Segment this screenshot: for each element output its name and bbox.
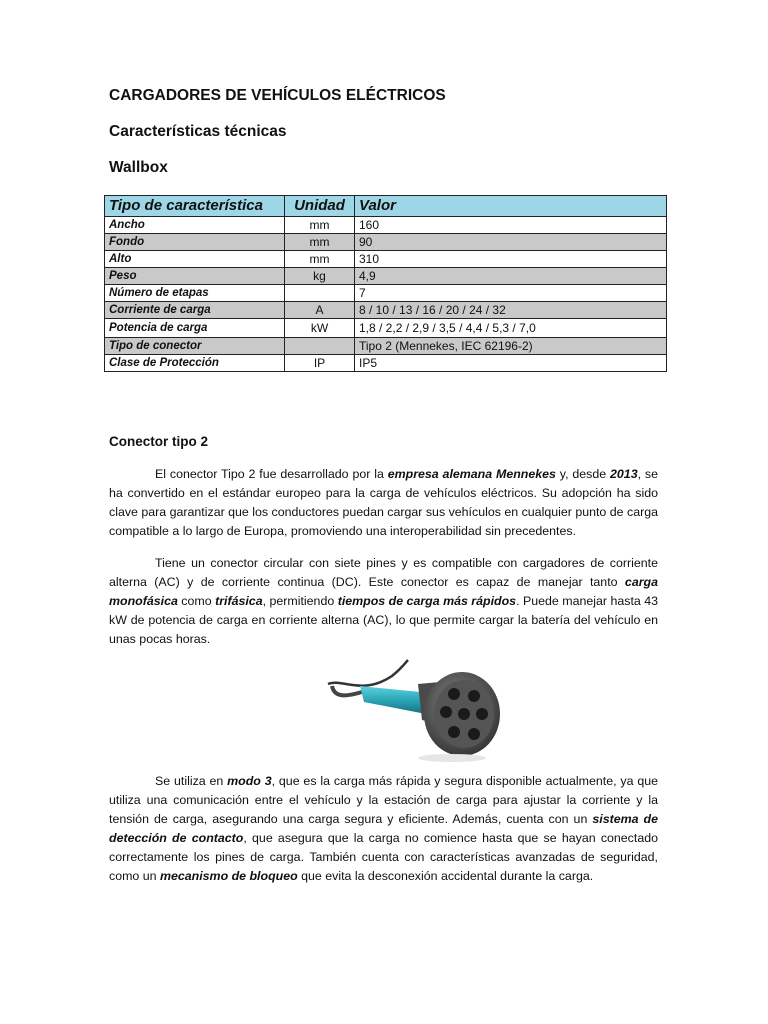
emphasis: tiempos de carga más rápidos (337, 594, 517, 608)
section-heading: Wallbox (109, 159, 168, 176)
emphasis: modo 3 (227, 774, 272, 788)
row-value: 7 (355, 285, 667, 302)
text-run: El conector Tipo 2 fue desarrollado por la (155, 467, 388, 481)
paragraph-3 (109, 772, 658, 886)
text-run: , se ha convertido en el estándar europeo para la carga de vehículos eléctricos. Su adopción ha sido clave para garantizar que los conductores puedan cargar sus vehículos en cualquier punto de carga compatible a lo largo de Europa, promoviendo una interoperabilidad sin precedentes. (109, 467, 658, 538)
emphasis: mecanismo de bloqueo (159, 869, 298, 883)
text-run: y, desde (555, 467, 611, 481)
row-value: Tipo 2 (Mennekes, IEC 62196-2) (355, 338, 667, 355)
row-value: 4,9 (355, 268, 667, 285)
row-unit (285, 285, 355, 302)
emphasis: empresa alemana Mennekes (387, 467, 556, 481)
emphasis: trifásica (215, 594, 263, 608)
emphasis: 2013 (610, 467, 638, 481)
emphasis: sistema de detección de contacto (109, 812, 658, 845)
text-run: como (177, 594, 216, 608)
row-value: 310 (355, 251, 667, 268)
subtitle: Características técnicas (109, 123, 287, 140)
row-feature: Tipo de conector (105, 338, 285, 355)
row-value: IP5 (355, 355, 667, 372)
row-unit: kW (285, 319, 355, 338)
row-unit: A (285, 302, 355, 319)
row-feature: Ancho (105, 217, 285, 234)
table-row (105, 285, 667, 302)
row-feature: Peso (105, 268, 285, 285)
table-row (105, 338, 667, 355)
table-row (105, 251, 667, 268)
row-feature: Alto (105, 251, 285, 268)
table-row (105, 302, 667, 319)
row-unit: kg (285, 268, 355, 285)
table-row (105, 355, 667, 372)
row-feature: Clase de Protección (105, 355, 285, 372)
row-unit: mm (285, 234, 355, 251)
row-unit: IP (285, 355, 355, 372)
row-feature: Potencia de carga (105, 319, 285, 338)
table-row (105, 234, 667, 251)
row-value: 8 / 10 / 13 / 16 / 20 / 24 / 32 (355, 302, 667, 319)
row-value: 1,8 / 2,2 / 2,9 / 3,5 / 4,4 / 5,3 / 7,0 (355, 319, 667, 338)
text-run: , permitiendo (262, 594, 338, 608)
paragraph-1 (109, 465, 658, 541)
text-run: que evita la desconexión accidental durante la carga. (297, 869, 594, 883)
spec-table (104, 195, 667, 372)
row-unit: mm (285, 217, 355, 234)
table-row (105, 319, 667, 338)
paragraph-2 (109, 554, 658, 649)
row-value: 90 (355, 234, 667, 251)
header-value: Valor (355, 196, 667, 217)
text-run: , que asegura que la carga no comience hasta que se hayan conectado correctamente los pines de carga. También cuenta con características avanzadas de seguridad, como un (109, 831, 658, 883)
connector-heading: Conector tipo 2 (109, 434, 209, 449)
document-title: CARGADORES DE VEHÍCULOS ELÉCTRICOS (109, 87, 446, 104)
row-unit: mm (285, 251, 355, 268)
text-run: Tiene un conector circular con siete pines y es compatible con cargadores de corriente alterna (AC) y de corriente continua (DC). Este conector es capaz de manejar tanto (109, 556, 658, 589)
row-feature: Corriente de carga (105, 302, 285, 319)
row-unit (285, 338, 355, 355)
emphasis: carga monofásica (109, 575, 658, 608)
table-row (105, 268, 667, 285)
type2-connector-image (322, 656, 500, 764)
connector-icon (322, 656, 500, 764)
table-header-row (105, 196, 667, 217)
text-run: Se utiliza en (155, 774, 228, 788)
row-feature: Fondo (105, 234, 285, 251)
row-feature: Número de etapas (105, 285, 285, 302)
text-run: , que es la carga más rápida y segura disponible actualmente, ya que utiliza una comunicación entre el vehículo y la estación de carga para ajustar la corriente y la tensión de carga, asegurando una carga segura y eficiente. Además, cuenta con un (109, 774, 659, 826)
table-row (105, 217, 667, 234)
header-unit: Unidad (285, 196, 355, 217)
header-feature: Tipo de característica (105, 196, 285, 217)
text-run: . Puede manejar hasta 43 kW de potencia de carga en corriente alterna (AC), lo que permite cargar la batería del vehículo en unas pocas horas. (109, 594, 659, 646)
row-value: 160 (355, 217, 667, 234)
